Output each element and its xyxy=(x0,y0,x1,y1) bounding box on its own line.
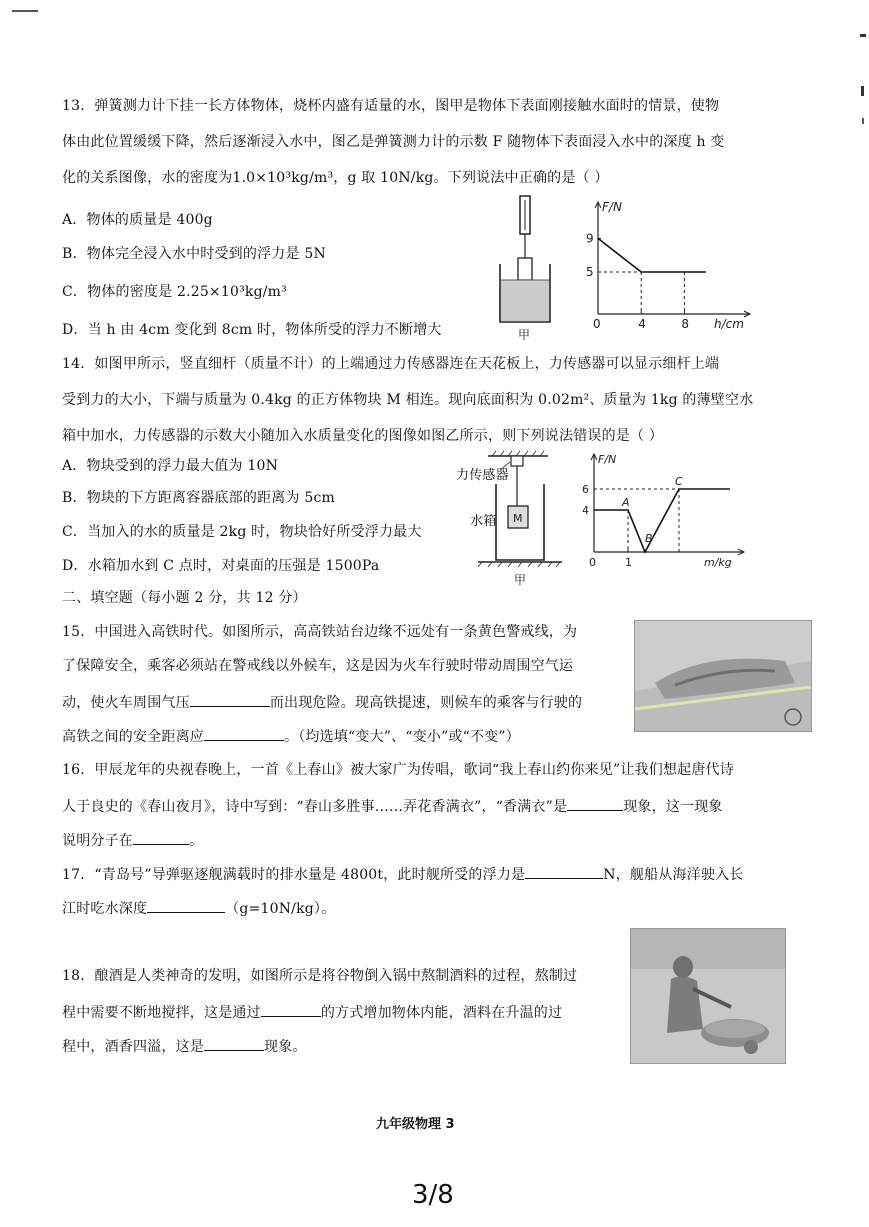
q13-chart xyxy=(572,196,760,346)
scan-mark-right-2 xyxy=(861,86,864,96)
q15-blank-1[interactable] xyxy=(190,692,270,707)
q13-option-d: D．当 h 由 4cm 变化到 8cm 时，物体所受的浮力不断增大 xyxy=(62,322,442,338)
q17-blank-1[interactable] xyxy=(525,864,603,879)
scan-mark-top-left xyxy=(12,10,38,12)
x-tick-label: 1 xyxy=(625,556,632,569)
footer-label: 九年级物理 3 xyxy=(376,1117,455,1132)
q14-option-b: B．物块的下方距离容器底部的距离为 5cm xyxy=(62,490,335,506)
q16-line3-text-a: 说明分子在 xyxy=(62,833,133,849)
q15-line4-text-a: 高铁之间的安全距离应 xyxy=(62,729,204,745)
q16-line3-text-b: 。 xyxy=(189,833,204,849)
q15-line3-text-b: 而出现危险。现高铁提速，则候车的乘客与行驶的 xyxy=(269,695,583,711)
q16-line2-text-b: 现象，这一现象 xyxy=(623,799,723,815)
x-axis-label: m/kg xyxy=(704,556,732,569)
point-label: C xyxy=(675,475,683,488)
q14-option-d: D．水箱加水到 C 点时，对桌面的压强是 1500Pa xyxy=(62,558,380,574)
q13-fig-left-caption: 甲 xyxy=(518,328,531,342)
q17-blank-2[interactable] xyxy=(147,898,225,913)
q14-option-c: C．当加入的水的质量是 2kg 时，物块恰好所受浮力最大 xyxy=(62,524,422,540)
q16-line3 xyxy=(62,830,203,850)
q17-line2-text-a: 江时吃水深度 xyxy=(62,901,148,917)
scan-mark-right-1 xyxy=(860,34,866,37)
q18-brewing-photo xyxy=(630,928,786,1064)
x-tick-label: 8 xyxy=(681,317,690,331)
x-tick-label: 4 xyxy=(638,317,646,331)
q18-line1: 18．酿酒是人类神奇的发明，如图所示是将谷物倒入锅中熬制酒料的过程，熬制过 xyxy=(62,968,578,984)
q14-line2: 受到力的大小，下端与质量为 0.4kg 的正方体物块 M 相连。现向底面积为 0.02m²、质量为 1kg 的薄壁空水 xyxy=(62,392,754,408)
q15-line4 xyxy=(62,726,520,746)
q14-chart xyxy=(572,448,750,588)
q13-option-c: C．物体的密度是 2.25×10³kg/m³ xyxy=(62,284,287,300)
q15-line1: 15．中国进入高铁时代。如图所示，高高铁站台边缘不远处有一条黄色警戒线，为 xyxy=(62,624,578,640)
y-tick-label: 9 xyxy=(586,231,594,246)
y-tick-label: 5 xyxy=(586,265,594,279)
q17-line1-text-b: N，舰船从海洋驶入长 xyxy=(603,867,744,883)
q13-line3: 化的关系图像，水的密度为1.0×10³kg/m³，g 取 10N/kg。下列说法中正确的是（ ） xyxy=(62,170,609,186)
q18-blank-2[interactable] xyxy=(204,1036,264,1051)
y-tick-label: 4 xyxy=(582,504,589,517)
q13-figure-left xyxy=(490,192,560,342)
q16-blank-2[interactable] xyxy=(133,830,189,845)
q15-blank-2[interactable] xyxy=(204,726,284,741)
q17-line1 xyxy=(62,864,743,884)
q16-line2-text-a: 人于良史的《春山夜月》，诗中写到：“春山多胜事……弄花香满衣”，“香满衣”是 xyxy=(62,799,568,815)
section-title: 二、填空题（每小题 2 分，共 12 分） xyxy=(62,590,307,606)
q14-block-label: M xyxy=(513,512,523,525)
y-axis-label: F/N xyxy=(602,200,622,214)
series-line xyxy=(594,489,730,552)
q18-line3-text-b: 现象。 xyxy=(264,1039,307,1055)
q18-line2-text-a: 程中需要不断地搅拌，这是通过 xyxy=(62,1005,261,1021)
page-indicator: 3/8 xyxy=(412,1180,454,1210)
q18-line2 xyxy=(62,1002,562,1022)
q15-line2: 了保障安全，乘客必须站在警戒线以外候车，这是因为火车行驶时带动周围空气运 xyxy=(62,658,574,674)
q16-blank-1[interactable] xyxy=(567,796,623,811)
q18-line3-text-a: 程中，酒香四溢，这是 xyxy=(62,1039,204,1055)
q14-line1: 14．如图甲所示，竖直细杆（质量不计）的上端通过力传感器连在天花板上，力传感器可以显示细杆上端 xyxy=(62,356,720,372)
q14-fig-left-caption: 甲 xyxy=(514,573,527,587)
q14-option-a: A．物块受到的浮力最大值为 10N xyxy=(62,458,279,474)
point-label: B xyxy=(645,532,653,545)
q13-line2: 体由此位置缓缓下降，然后逐渐浸入水中，图乙是弹簧测力计的示数 F 随物体下表面浸入水中的深度 h 变 xyxy=(62,134,725,150)
q17-line1-text-a: 17．“青岛号”导弹驱逐舰满载时的排水量是 4800t，此时舰所受的浮力是 xyxy=(62,867,526,883)
point-label: A xyxy=(622,496,630,509)
q15-line4-text-b: 。（均选填“变大”、“变小”或“不变”） xyxy=(284,729,520,745)
q18-line3 xyxy=(62,1036,307,1056)
scan-mark-right-3 xyxy=(862,118,864,124)
q16-line2 xyxy=(62,796,723,816)
q13-line1: 13．弹簧测力计下挂一长方体物体，烧杯内盛有适量的水，图甲是物体下表面刚接触水面时的情景，使物 xyxy=(62,98,720,114)
q13-option-a: A．物体的质量是 400g xyxy=(62,212,213,228)
q15-line3-text-a: 动，使火车周围气压 xyxy=(62,695,190,711)
q18-blank-1[interactable] xyxy=(261,1002,321,1017)
q14-sensor-label: 力传感器 xyxy=(456,468,509,483)
q15-train-photo xyxy=(634,620,812,732)
q14-line3: 箱中加水，力传感器的示数大小随加入水质量变化的图像如图乙所示，则下列说法错误的是（ ） xyxy=(62,428,664,444)
x-tick-label: 0 xyxy=(589,556,596,569)
q15-line3 xyxy=(62,692,582,712)
q18-line2-text-b: 的方式增加物体内能，酒料在升温的过 xyxy=(320,1005,563,1021)
q16-line1: 16．甲辰龙年的央视春晚上，一首《上春山》被大家广为传唱，歌词“我上春山约你来见”让我们想起唐代诗 xyxy=(62,762,734,778)
y-tick-label: 6 xyxy=(582,483,589,496)
q17-line2-text-b: （g=10N/kg）。 xyxy=(225,901,336,917)
x-axis-label: h/cm xyxy=(714,317,744,331)
series-line xyxy=(598,238,706,272)
q14-tank-label: 水箱 xyxy=(470,514,497,529)
x-tick-label: 0 xyxy=(593,317,601,331)
y-axis-label: F/N xyxy=(598,453,617,466)
q17-line2 xyxy=(62,898,335,918)
q13-option-b: B．物体完全浸入水中时受到的浮力是 5N xyxy=(62,246,326,262)
